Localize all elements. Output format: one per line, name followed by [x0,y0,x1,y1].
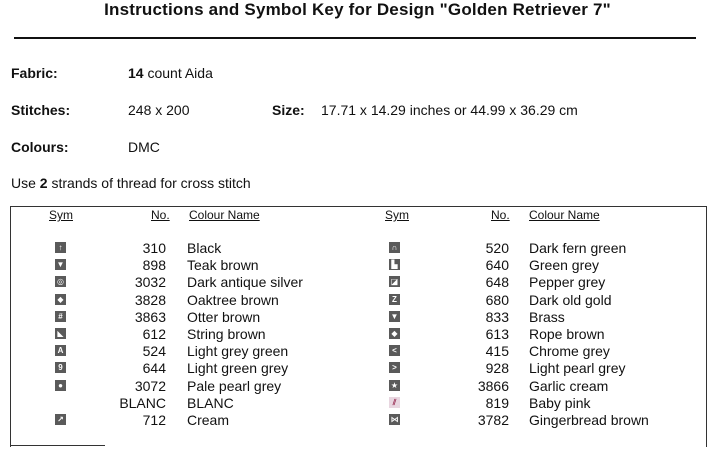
colour-name: Teak brown [187,257,259,274]
thread-note [11,175,251,191]
table-row [0,378,715,395]
colour-number: 680 [485,291,509,308]
table-row [0,292,715,309]
colour-name: Oaktree brown [187,291,279,308]
colour-number: 819 [485,394,509,411]
colour-name: Pepper grey [529,274,606,291]
diagonal-split-icon: ◪ [390,277,399,287]
colour-name: Dark antique silver [187,274,303,291]
arch-icon: ∩ [389,242,400,253]
fabric-rest: count Aida [143,65,213,81]
double-slash-icon: ⫽ [389,397,400,408]
colour-name: Pale pearl grey [187,377,282,394]
colour-number: 3863 [134,308,166,325]
table-bottom-line [10,445,105,446]
colour-name: Green grey [529,257,600,274]
colour-number: 524 [142,343,166,360]
colour-name: Otter brown [187,308,261,325]
table-row [0,412,715,429]
square-corner-icon: ▙ [389,259,400,270]
colour-number: 415 [485,343,509,360]
colour-name: Black [187,240,222,256]
colour-number: 644 [142,360,166,377]
sym-header-right: Sym [385,208,409,222]
page-title: Instructions and Symbol Key for Design "Golden Retriever 7" [104,0,611,19]
colour-name: BLANC [187,394,234,411]
colour-number: 613 [485,326,509,342]
down-triangle-icon: ▼ [56,260,65,270]
colour-name: Baby pink [529,394,591,411]
colour-number: 3782 [477,412,509,428]
colour-name: Light grey green [187,343,289,360]
colour-number: 898 [142,257,166,274]
down-triangle-icon: ▼ [390,311,399,321]
table-row [0,309,715,326]
strand-count: 2 [39,175,48,191]
diagonal-diamond-icon: ◆ [55,294,66,305]
colour-name: Gingerbread brown [529,412,649,428]
table-row [0,240,715,257]
colour-name: Light pearl grey [529,360,626,377]
star-icon: ★ [390,380,399,390]
stitches-label: Stitches: [11,102,71,118]
colour-number: BLANC [119,394,166,411]
fabric-count: 14 [128,65,144,81]
stitches-value: 248 x 200 [128,102,190,118]
colour-number: 3866 [477,377,509,394]
letter-a-icon: A [55,345,66,356]
letter-z-icon: Z [389,294,400,305]
table-row [0,274,715,291]
colour-name: Cream [187,412,230,428]
colour-number: 833 [485,308,509,325]
colour-number: 928 [485,360,509,377]
colour-name: Dark fern green [529,240,627,256]
diamond-icon: ◆ [389,328,400,339]
fabric-label: Fabric: [11,65,58,81]
name-header-left: Colour Name [189,208,260,222]
no-header-right: No. [491,208,510,222]
size-label: Size: [272,102,305,118]
title-divider [14,37,696,39]
colour-number: 640 [485,257,509,274]
arrow-diagonal-icon: ↗ [55,414,66,425]
colour-name: Garlic cream [529,377,609,394]
swirl-circle-icon: ● [55,380,66,391]
up-arrow-box-icon: ↑ [55,242,66,253]
hash-icon: # [55,311,66,322]
table-row [0,343,715,360]
digit-nine-icon: 9 [55,362,66,373]
colour-number: 648 [485,274,509,291]
colour-number: 3828 [134,291,166,308]
table-row [0,395,715,412]
no-header-left: No. [151,208,170,222]
chevron-right-icon: > [389,362,400,373]
bowtie-icon: ⋈ [390,415,399,424]
colour-number: 520 [485,240,509,256]
sym-header-left: Sym [49,208,73,222]
colour-name: Brass [529,308,565,325]
name-header-right: Colour Name [529,208,600,222]
colour-number: 3032 [134,274,166,291]
colour-name: Dark old gold [529,291,612,308]
colour-number: 310 [142,240,166,256]
table-row [0,360,715,377]
colour-name: Chrome grey [529,343,610,360]
colour-name: Light green grey [187,360,289,377]
fabric-value [128,65,213,81]
colour-name: Rope brown [529,326,605,342]
ring-dot-icon: ◎ [55,276,66,287]
note-post: strands of thread for cross stitch [47,175,251,191]
corner-triangle-icon: ◣ [55,328,66,339]
colour-name: String brown [187,326,266,342]
colours-value: DMC [128,139,160,155]
table-row [0,257,715,274]
size-value: 17.71 x 14.29 inches or 44.99 x 36.29 cm [321,102,578,118]
note-pre: Use [11,175,40,191]
table-row [0,326,715,343]
colour-number: 712 [142,412,166,428]
chevron-left-icon: < [389,345,400,356]
colour-number: 612 [142,326,166,342]
colours-label: Colours: [11,139,69,155]
colour-number: 3072 [134,377,166,394]
